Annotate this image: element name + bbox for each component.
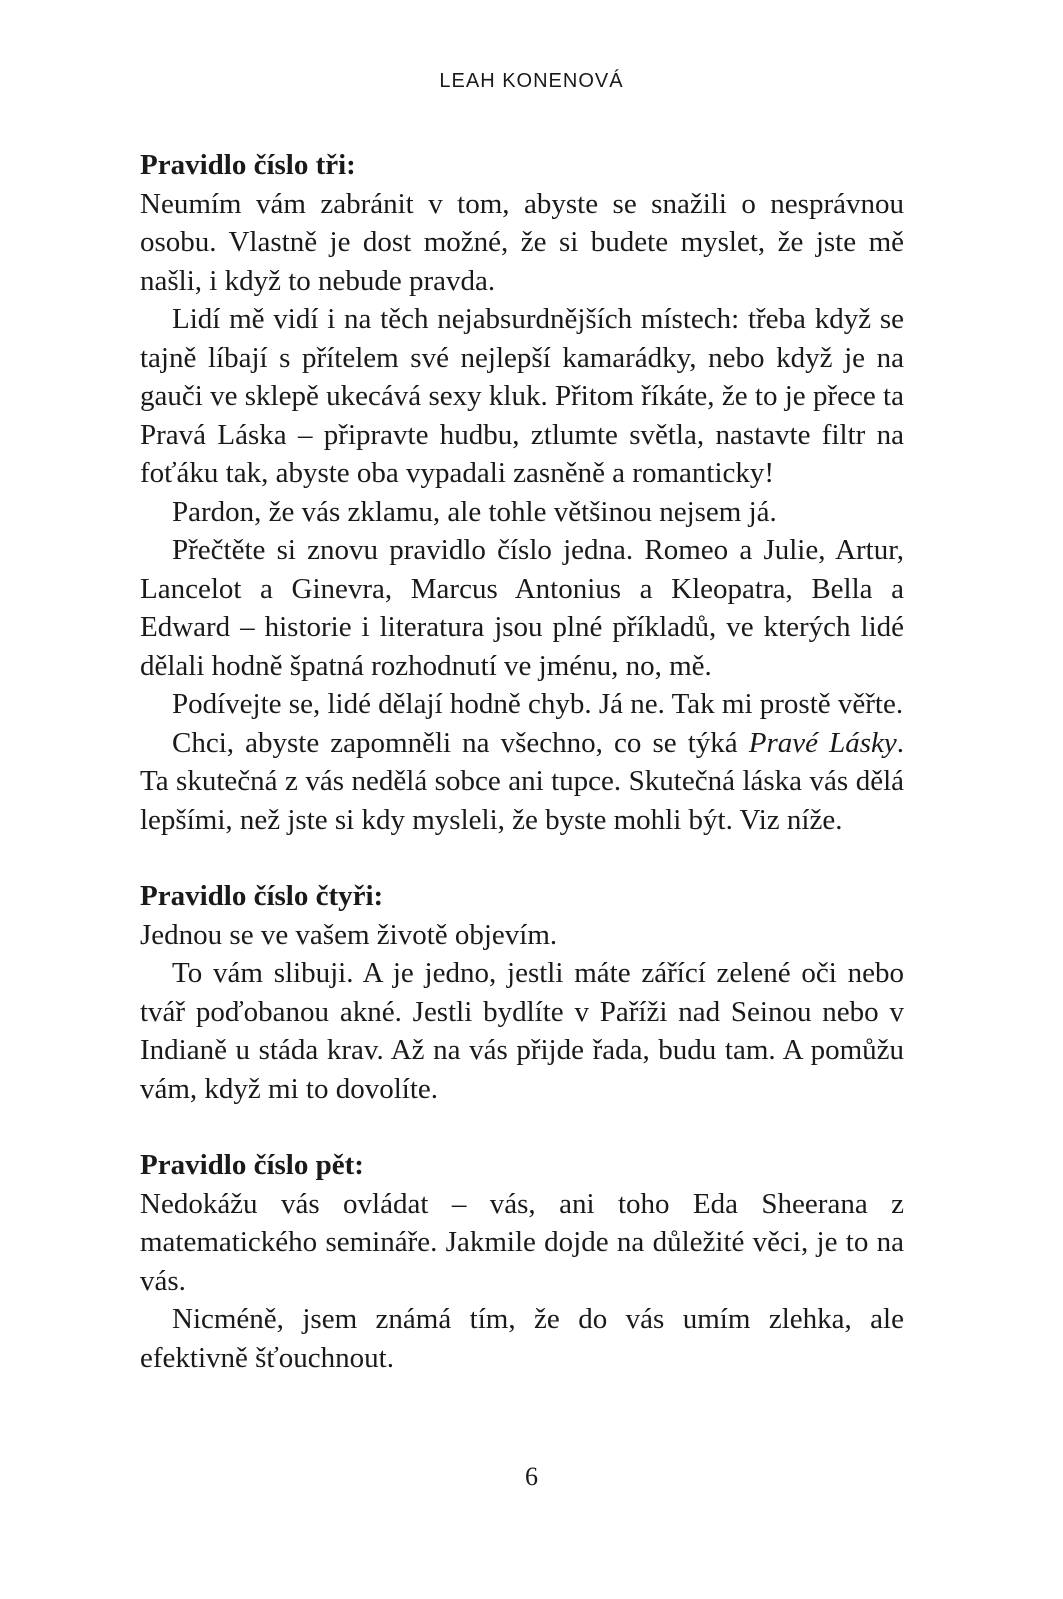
paragraph: Přečtěte si znovu pravidlo číslo jedna. Romeo a Julie, Artur, Lancelot a Ginevra, Marcus Antonius a Kleopatra, Bella a Edward – historie i literatura jsou plné příkladů, ve kterých lidé dělali hodně špatná rozhodnutí ve jménu, no, mě.: [140, 534, 904, 682]
paragraph: Nedokážu vás ovládat – vás, ani toho Eda Sheerana z matematického semináře. Jakmile dojde na důležité věci, je to na vás.: [140, 1187, 904, 1297]
emphasis: Pravé Lásky: [748, 726, 897, 759]
running-head: LEAH KONENOVÁ: [439, 70, 624, 92]
rule-five-heading: Pravidlo číslo pět:: [140, 1149, 364, 1181]
paragraph: Pardon, že vás zklamu, ale tohle většinou nejsem já.: [172, 495, 777, 528]
page-number: 6: [525, 1462, 538, 1491]
rule-three-section: [140, 146, 904, 839]
rule-four-heading: Pravidlo číslo čtyři:: [140, 880, 384, 912]
text-run: . Ta skutečná z vás nedělá sobce ani tupce. Skutečná láska vás dělá lepšími, než jste si kdy mysleli, že byste mohli být. Viz níže.: [140, 726, 904, 836]
rule-five-section: [140, 1146, 904, 1377]
paragraph: To vám slibuji. A je jedno, jestli máte zářící zelené oči nebo tvář poďobanou akné. Jestli bydlíte v Paříži nad Seinou nebo v Indianě u stáda krav. Až na vás přijde řada, budu tam. A pomůžu vám, když mi to dovolíte.: [140, 957, 904, 1105]
paragraph: Neumím vám zabránit v tom, abyste se snažili o nesprávnou osobu. Vlastně je dost možné, že si budete myslet, že jste mě našli, i když to nebude pravda.: [140, 187, 904, 297]
paragraph: Nicméně, jsem známá tím, že do vás umím zlehka, ale efektivně šťouchnout.: [140, 1303, 904, 1374]
paragraph: Jednou se ve vašem životě objevím.: [140, 918, 558, 951]
paragraph: Podívejte se, lidé dělají hodně chyb. Já ne. Tak mi prostě věřte.: [172, 688, 904, 720]
text-run: Chci, abyste zapomněli na všechno, co se týká: [172, 726, 749, 759]
body-text: [140, 146, 904, 1377]
paragraph: [140, 724, 904, 840]
paragraph: Lidí mě vidí i na těch nejabsurdnějších místech: třeba když se tajně líbají s přítelem své nejlepší kamarádky, nebo když je na gauči ve sklepě ukecává sexy kluk. Přitom říkáte, že to je přece ta Pravá Láska – připravte hudbu, ztlumte světla, nastavte filtr na foťáku tak, abyste oba vypadali zasněně a romanticky!: [140, 303, 904, 489]
rule-four-section: [140, 877, 904, 1108]
rule-three-heading: Pravidlo číslo tři:: [140, 149, 356, 181]
